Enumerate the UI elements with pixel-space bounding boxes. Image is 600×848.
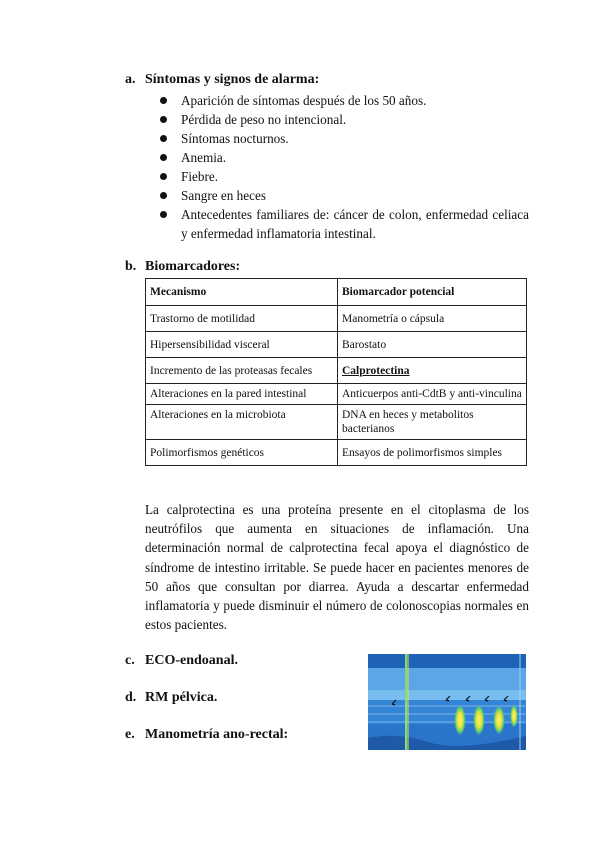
table-cell: Manometría o cápsula [338, 306, 527, 332]
table-cell: Trastorno de motilidad [146, 306, 338, 332]
section-d-letter: d. [125, 690, 137, 705]
bullet-icon [160, 116, 167, 123]
table-cell: Ensayos de polimorfismos simples [338, 440, 527, 466]
table-row [146, 306, 527, 332]
section-d-heading [125, 690, 217, 706]
table-cell: Polimorfismos genéticos [146, 440, 338, 466]
table-cell: Barostato [338, 332, 527, 358]
table-row [146, 405, 527, 440]
bullet-icon [160, 173, 167, 180]
section-c-heading [125, 653, 238, 669]
bullet-icon [160, 192, 167, 199]
section-a-title: Síntomas y signos de alarma: [145, 72, 320, 87]
list-item: Fiebre. [159, 167, 529, 186]
table-cell: Alteraciones en la microbiota [146, 405, 338, 440]
table-cell-highlight: Calprotectina [338, 358, 527, 384]
table-cell: DNA en heces y metabolitos bacterianos [338, 405, 527, 440]
bullet-icon [160, 154, 167, 161]
list-item: Anemia. [159, 148, 529, 167]
list-item: Aparición de síntomas después de los 50 años. [159, 91, 529, 110]
bullet-icon [160, 135, 167, 142]
list-item: Síntomas nocturnos. [159, 129, 529, 148]
table-row [146, 332, 527, 358]
section-a-heading [125, 72, 319, 88]
biomarkers-table [145, 278, 527, 466]
table-header-row [146, 279, 527, 306]
bullet-icon [160, 97, 167, 104]
section-c-letter: c. [125, 653, 135, 668]
section-c-title: ECO-endoanal. [145, 653, 238, 668]
manometry-plot-image [368, 654, 526, 750]
alarm-signs-list [159, 91, 529, 243]
bullet-icon [160, 211, 167, 218]
table-row [146, 384, 527, 405]
calprotectin-paragraph: La calprotectina es una proteína presente en el citoplasma de los neutrófilos que aumenta en situaciones de inflamación. Una determinación normal de calprotectina fecal apoya el diagnóstico de síndrome de intestino irritable. Se puede hacer en pacientes menores de 50 años que consultan por diarrea. Ayuda a descartar enfermedad inflamatoria y puede disminuir el número de colonoscopias normales en estos pacientes. [145, 502, 529, 633]
table-cell: Alteraciones en la pared intestinal [146, 384, 338, 405]
section-b-letter: b. [125, 259, 137, 274]
table-row [146, 358, 527, 384]
section-b-heading [125, 259, 240, 275]
list-item: Antecedentes familiares de: cáncer de colon, enfermedad celiaca y enfermedad inflamatoria intestinal. [159, 205, 529, 243]
table-cell: Hipersensibilidad visceral [146, 332, 338, 358]
list-item: Pérdida de peso no intencional. [159, 110, 529, 129]
header-mechanism: Mecanismo [146, 279, 338, 306]
list-item: Sangre en heces [159, 186, 529, 205]
table-row [146, 440, 527, 466]
table-cell: Incremento de las proteasas fecales [146, 358, 338, 384]
header-biomarker: Biomarcador potencial [338, 279, 527, 306]
section-b-title: Biomarcadores: [145, 259, 241, 274]
section-e-title: Manometría ano-rectal: [145, 727, 289, 742]
section-d-title: RM pélvica. [145, 690, 218, 705]
section-e-heading [125, 727, 288, 743]
manometry-figure [368, 654, 526, 750]
table-cell: Anticuerpos anti-CdtB y anti-vinculina [338, 384, 527, 405]
section-a-letter: a. [125, 72, 136, 87]
section-e-letter: e. [125, 727, 135, 742]
